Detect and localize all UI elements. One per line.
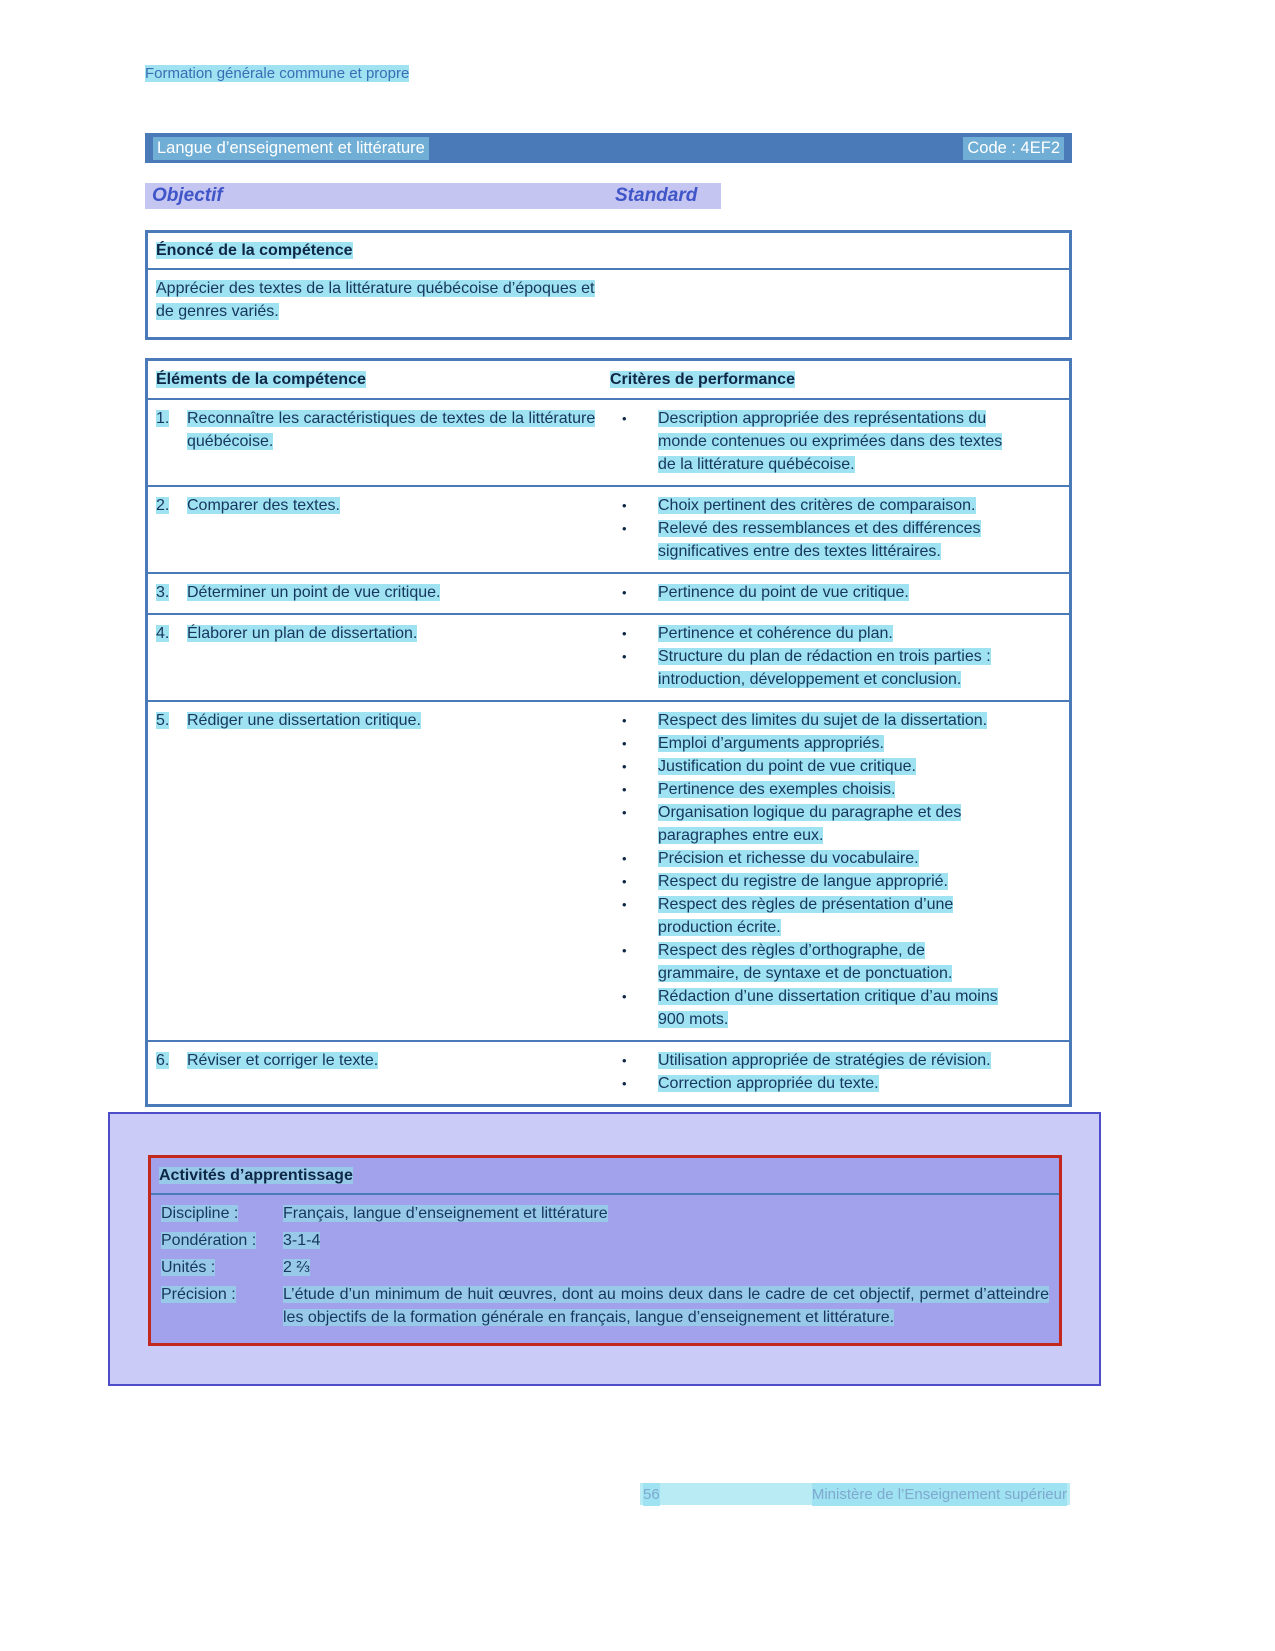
bullet-icon: • bbox=[622, 521, 627, 536]
element-text: Déterminer un point de vue critique. bbox=[187, 584, 441, 601]
activity-field-label: Unités : bbox=[161, 1259, 216, 1276]
bullet-icon: • bbox=[622, 498, 627, 513]
criteria-cell bbox=[610, 407, 1069, 476]
criterion-item bbox=[610, 870, 1061, 893]
document-code: Code : 4EF2 bbox=[963, 137, 1064, 160]
table-row bbox=[148, 398, 1069, 485]
enonce-title: Énoncé de la compétence bbox=[156, 242, 353, 259]
document-header-bar bbox=[145, 133, 1072, 163]
criteres-header-cell bbox=[610, 368, 1069, 391]
criterion-text: Structure du plan de rédaction en trois parties : introduction, développement et conclusion. bbox=[658, 648, 991, 688]
criterion-item bbox=[610, 622, 1061, 645]
table-row bbox=[148, 485, 1069, 572]
bullet-icon: • bbox=[622, 759, 627, 774]
activity-field-value: L’étude d’un minimum de huit œuvres, dont au moins deux dans le cadre de cet objectif, permet d’atteindre les objectifs de la formation générale en français, langue d’enseignement et littérature. bbox=[283, 1286, 1049, 1326]
activity-field bbox=[161, 1283, 1049, 1329]
footer-ministry: Ministère de l’Enseignement supérieur bbox=[812, 1483, 1067, 1506]
criterion-text: Utilisation appropriée de stratégies de révision. bbox=[658, 1052, 991, 1069]
activities-outer-box bbox=[108, 1112, 1101, 1386]
criterion-text: Respect des limites du sujet de la dissertation. bbox=[658, 712, 988, 729]
criteria-cell bbox=[610, 494, 1069, 563]
criterion-item bbox=[610, 709, 1061, 732]
table-row bbox=[148, 572, 1069, 613]
element-cell bbox=[148, 407, 610, 476]
enonce-box bbox=[145, 230, 1072, 340]
table-header-row bbox=[148, 361, 1069, 398]
bullet-icon: • bbox=[622, 943, 627, 958]
enonce-title-row bbox=[148, 233, 1069, 270]
running-header-text: Formation générale commune et propre bbox=[145, 65, 410, 82]
bullet-icon: • bbox=[622, 411, 627, 426]
activity-field-value: 3-1-4 bbox=[283, 1232, 321, 1249]
page-footer bbox=[640, 1483, 1070, 1505]
criterion-text: Organisation logique du paragraphe et des paragraphes entre eux. bbox=[658, 804, 962, 844]
bullet-icon: • bbox=[622, 874, 627, 889]
table-row bbox=[148, 613, 1069, 700]
element-cell bbox=[148, 622, 610, 691]
criterion-text: Emploi d’arguments appropriés. bbox=[658, 735, 884, 752]
document-content bbox=[145, 0, 1072, 1107]
page-number: 56 bbox=[643, 1483, 660, 1506]
standard-heading: Standard bbox=[615, 185, 698, 206]
table-row bbox=[148, 1040, 1069, 1104]
bullet-icon: • bbox=[622, 585, 627, 600]
criteria-cell bbox=[610, 581, 1069, 604]
criteria-cell bbox=[610, 622, 1069, 691]
activity-field bbox=[161, 1229, 1049, 1252]
criterion-text: Justification du point de vue critique. bbox=[658, 758, 916, 775]
criterion-item bbox=[610, 1049, 1061, 1072]
criterion-item bbox=[610, 407, 1061, 476]
criterion-item bbox=[610, 801, 1061, 847]
criterion-item bbox=[610, 755, 1061, 778]
bullet-icon: • bbox=[622, 1053, 627, 1068]
activities-fields bbox=[151, 1195, 1059, 1329]
bullet-icon: • bbox=[622, 989, 627, 1004]
bullet-icon: • bbox=[622, 1076, 627, 1091]
objectif-standard-strip bbox=[145, 183, 721, 209]
criterion-text: Respect du registre de langue approprié. bbox=[658, 873, 948, 890]
elements-header-cell bbox=[148, 368, 610, 391]
activity-field-value: Français, langue d’enseignement et littérature bbox=[283, 1205, 608, 1222]
bullet-icon: • bbox=[622, 897, 627, 912]
activity-field-value: 2 ⅔ bbox=[283, 1259, 310, 1276]
criterion-text: Pertinence du point de vue critique. bbox=[658, 584, 909, 601]
bullet-icon: • bbox=[622, 626, 627, 641]
criterion-item bbox=[610, 985, 1061, 1031]
element-number: 4. bbox=[156, 625, 170, 642]
bullet-icon: • bbox=[622, 805, 627, 820]
criterion-item bbox=[610, 581, 1061, 604]
criterion-text: Choix pertinent des critères de comparaison. bbox=[658, 497, 976, 514]
activity-field bbox=[161, 1256, 1049, 1279]
bullet-icon: • bbox=[622, 782, 627, 797]
criterion-item bbox=[610, 778, 1061, 801]
enonce-body-text: Apprécier des textes de la littérature québécoise d’époques et de genres variés. bbox=[156, 280, 595, 320]
activity-field-label: Pondération : bbox=[161, 1232, 257, 1249]
criteria-cell bbox=[610, 709, 1069, 1031]
criterion-item bbox=[610, 1072, 1061, 1095]
criteres-header: Critères de performance bbox=[610, 371, 795, 388]
activity-field-label: Discipline : bbox=[161, 1205, 239, 1222]
element-cell bbox=[148, 581, 610, 604]
criterion-text: Correction appropriée du texte. bbox=[658, 1075, 879, 1092]
criterion-item bbox=[610, 847, 1061, 870]
element-text: Élaborer un plan de dissertation. bbox=[187, 625, 418, 642]
activity-field bbox=[161, 1202, 1049, 1225]
criterion-text: Précision et richesse du vocabulaire. bbox=[658, 850, 919, 867]
element-number: 3. bbox=[156, 584, 170, 601]
criterion-text: Relevé des ressemblances et des différences significatives entre des textes littéraires. bbox=[658, 520, 981, 560]
element-cell bbox=[148, 494, 610, 563]
element-text: Réviser et corriger le texte. bbox=[187, 1052, 379, 1069]
criteria-cell bbox=[610, 1049, 1069, 1095]
table-row bbox=[148, 700, 1069, 1040]
criterion-text: Rédaction d’une dissertation critique d’au moins 900 mots. bbox=[658, 988, 998, 1028]
bullet-icon: • bbox=[622, 649, 627, 664]
objectif-heading: Objectif bbox=[152, 185, 223, 206]
element-number: 6. bbox=[156, 1052, 170, 1069]
competence-table bbox=[145, 358, 1072, 1107]
criterion-text: Respect des règles d’orthographe, de grammaire, de syntaxe et de ponctuation. bbox=[658, 942, 953, 982]
bullet-icon: • bbox=[622, 736, 627, 751]
element-number: 2. bbox=[156, 497, 170, 514]
activities-box bbox=[148, 1155, 1062, 1346]
activity-field-label: Précision : bbox=[161, 1286, 236, 1303]
criterion-item bbox=[610, 732, 1061, 755]
criterion-text: Description appropriée des représentations du monde contenues ou exprimées dans des textes de la littérature québécoise. bbox=[658, 410, 1003, 473]
elements-header: Éléments de la compétence bbox=[156, 371, 366, 388]
document-title: Langue d’enseignement et littérature bbox=[153, 137, 429, 160]
criterion-item bbox=[610, 494, 1061, 517]
bullet-icon: • bbox=[622, 713, 627, 728]
table-body bbox=[148, 398, 1069, 1104]
criterion-text: Pertinence et cohérence du plan. bbox=[658, 625, 893, 642]
criterion-item bbox=[610, 893, 1061, 939]
activities-title-row bbox=[151, 1158, 1059, 1195]
element-text: Rédiger une dissertation critique. bbox=[187, 712, 421, 729]
criterion-text: Pertinence des exemples choisis. bbox=[658, 781, 896, 798]
activities-title: Activités d’apprentissage bbox=[159, 1167, 353, 1184]
element-number: 1. bbox=[156, 410, 170, 427]
running-header bbox=[145, 0, 1072, 85]
element-number: 5. bbox=[156, 712, 170, 729]
element-cell bbox=[148, 709, 610, 1031]
criterion-item bbox=[610, 517, 1061, 563]
element-text: Comparer des textes. bbox=[187, 497, 340, 514]
criterion-item bbox=[610, 939, 1061, 985]
criterion-text: Respect des règles de présentation d’une production écrite. bbox=[658, 896, 954, 936]
enonce-body bbox=[148, 270, 603, 337]
bullet-icon: • bbox=[622, 851, 627, 866]
element-cell bbox=[148, 1049, 610, 1095]
criterion-item bbox=[610, 645, 1061, 691]
element-text: Reconnaître les caractéristiques de textes de la littérature québécoise. bbox=[187, 410, 596, 450]
